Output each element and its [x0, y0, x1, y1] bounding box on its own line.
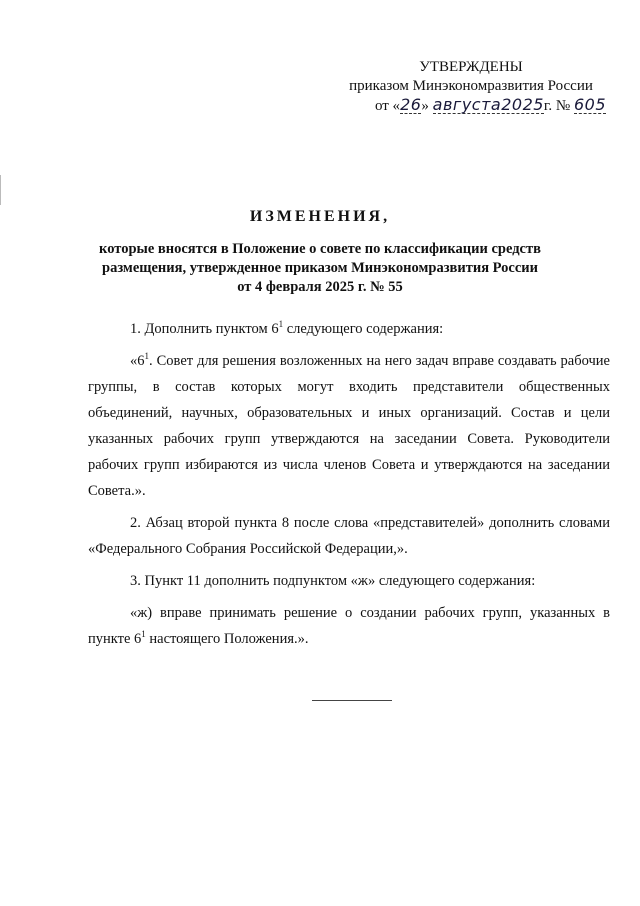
- paragraph-1-text-end: следующего содержания:: [283, 321, 444, 337]
- handwritten-month-year: августа2025: [432, 95, 544, 114]
- document-subtitle: [0, 240, 640, 297]
- approval-date-line: [336, 96, 606, 116]
- paragraph-5: [88, 600, 610, 652]
- year-suffix: г.: [543, 98, 553, 114]
- paragraph-5-text-end: настоящего Положения.».: [145, 631, 309, 647]
- paragraph-4: 3. Пункт 11 дополнить подпунктом «ж» следующего содержания:: [130, 573, 536, 589]
- handwritten-order-number: 605: [573, 95, 606, 114]
- subtitle-line-1: которые вносятся в Положение о совете по классификации средств: [99, 241, 541, 257]
- approval-heading: УТВЕРЖДЕНЫ: [419, 59, 523, 75]
- date-day-close: »: [421, 98, 429, 114]
- subtitle-line-2: размещения, утвержденное приказом Минэкономразвития России: [102, 260, 538, 276]
- paragraph-5-text: «ж) вправе принимать решение о создании рабочих групп, указанных в пункте 6: [88, 605, 610, 647]
- paragraph-2: [88, 348, 610, 504]
- document-title: ИЗМЕНЕНИЯ,: [249, 208, 391, 225]
- date-prefix: от «: [374, 98, 401, 114]
- subtitle-line-3: от 4 февраля 2025 г. № 55: [237, 279, 403, 295]
- approval-order-line: приказом Минэкономразвития России: [349, 78, 593, 94]
- paragraph-3: 2. Абзац второй пункта 8 после слова «представителей» дополнить словами «Федерального Собрания Российской Федерации,».: [88, 515, 610, 557]
- scan-margin-mark: [0, 175, 4, 205]
- approval-block: [336, 58, 606, 116]
- paragraph-2-text: «6: [130, 353, 145, 369]
- handwritten-day: 26: [400, 95, 422, 114]
- end-of-document-rule: [312, 700, 392, 701]
- paragraph-1-text: 1. Дополнить пунктом 6: [130, 321, 279, 337]
- paragraph-2-text-end: . Совет для решения возложенных на него задач вправе создавать рабочие группы, в состав которых могут входить представители общественных объединений, научных, образовательных и иных организаций. Состав и цели указанных рабочих групп утверждаются на заседании Совета. Руководители рабочих групп избираются из числа членов Совета и утверждаются на заседании Совета.».: [88, 353, 610, 499]
- superscript: 1: [278, 319, 284, 330]
- superscript: 1: [144, 351, 149, 362]
- superscript: 1: [141, 629, 146, 640]
- number-prefix: №: [555, 98, 571, 114]
- document-body: [88, 316, 610, 658]
- document-heading: [0, 208, 640, 297]
- paragraph-1: [88, 316, 610, 342]
